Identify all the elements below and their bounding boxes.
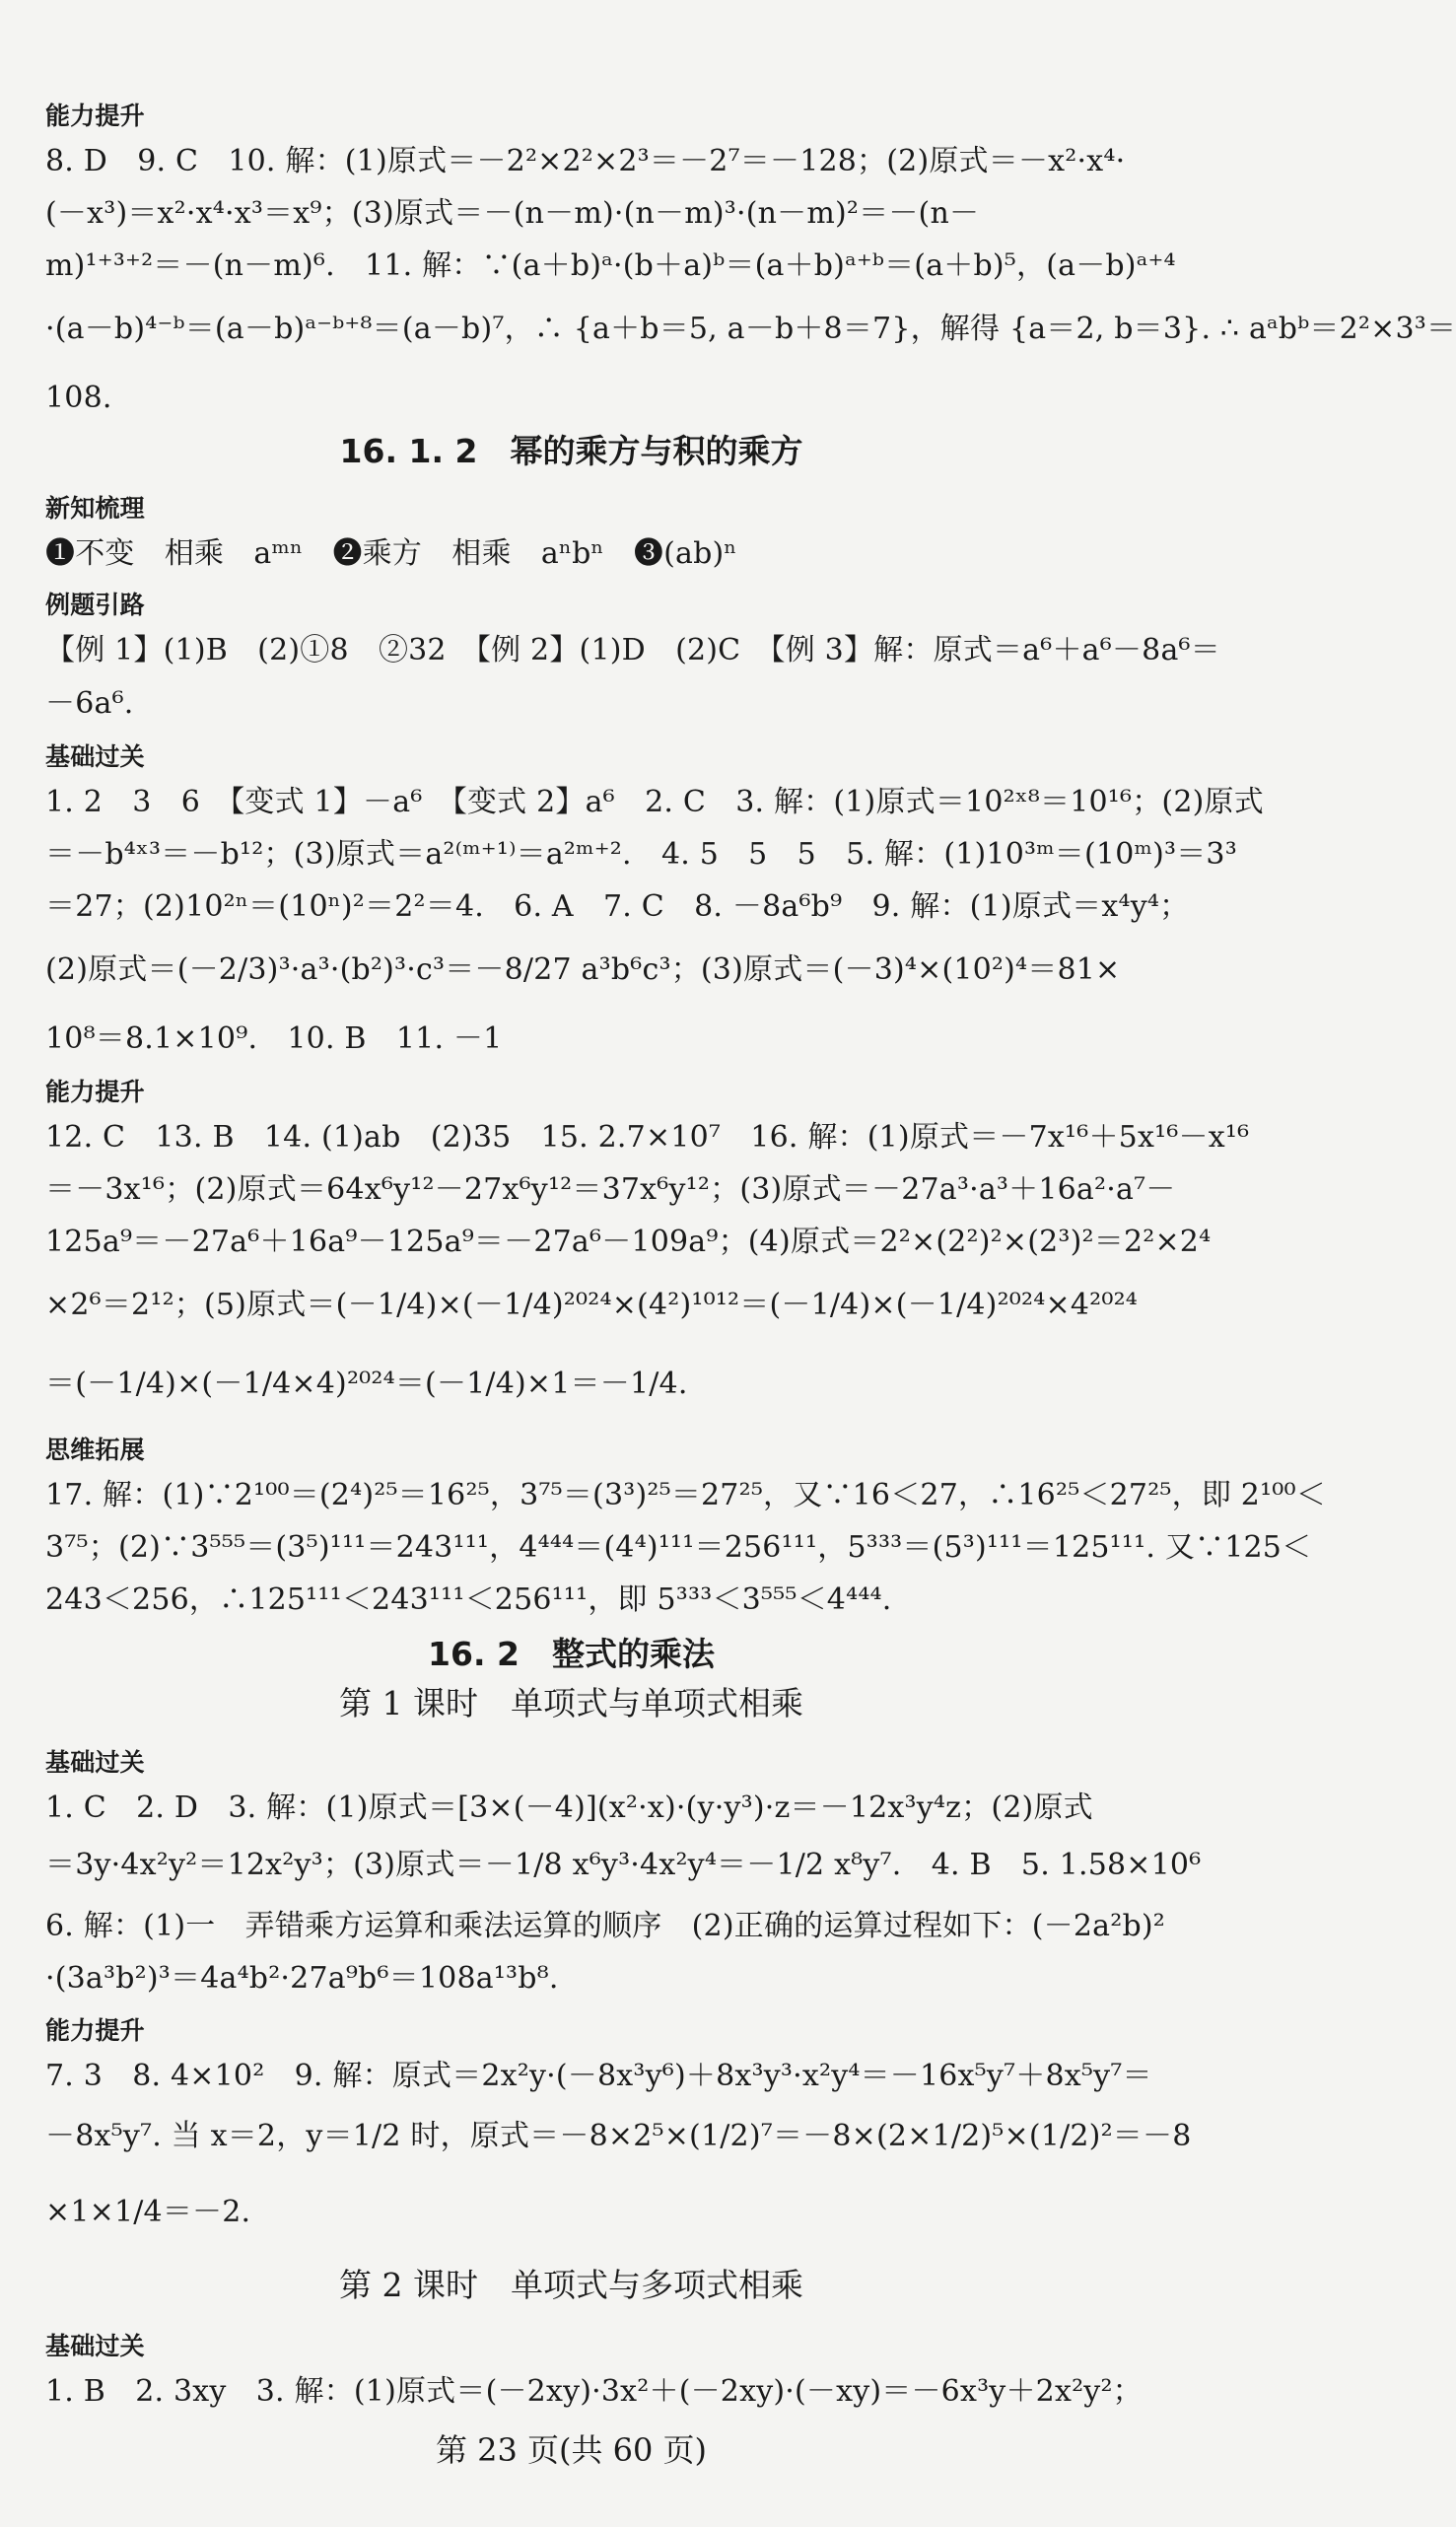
subsection-heading: 基础过关 <box>45 2332 145 2360</box>
answer-line: －8x⁵y⁷. 当 x＝2，y＝1/2 时，原式＝－8×2⁵×(1/2)⁷＝－8×(2×1/2)⁵×(1/2)²＝－8 <box>45 2119 1192 2153</box>
answer-line: 【例 1】(1)B (2)①8 ②32 【例 2】(1)D (2)C 【例 3】解：原式＝a⁶＋a⁶－8a⁶＝ <box>45 633 1220 667</box>
answer-line: 12. C 13. B 14. (1)ab (2)35 15. 2.7×10⁷ 16. 解：(1)原式＝－7x¹⁶＋5x¹⁶－x¹⁶ <box>45 1120 1250 1155</box>
answer-line: ＝(－1/4)×(－1/4×4)²⁰²⁴＝(－1/4)×1＝－1/4. <box>45 1367 688 1401</box>
answer-line: (2)原式＝(－2/3)³·a³·(b²)³·c³＝－8/27 a³b⁶c³；(3)原式＝(－3)⁴×(10²)⁴＝81× <box>45 952 1121 987</box>
answer-line: (－x³)＝x²·x⁴·x³＝x⁹；(3)原式＝－(n－m)·(n－m)³·(n－m)²＝－(n－ <box>45 196 980 231</box>
subsection-heading: 新知梳理 <box>45 494 145 523</box>
answer-line: 1. 2 3 6 【变式 1】－a⁶ 【变式 2】a⁶ 2. C 3. 解：(1)原式＝10²ˣ⁸＝10¹⁶；(2)原式 <box>45 785 1264 819</box>
subsection-heading: 能力提升 <box>45 2016 145 2045</box>
subsection-heading: 基础过关 <box>45 1748 145 1777</box>
subsection-heading: 能力提升 <box>45 1078 145 1106</box>
answer-line: ＝3y·4x²y²＝12x²y³；(3)原式＝－1/8 x⁶y³·4x²y⁴＝－1/2 x⁸y⁷. 4. B 5. 1.58×10⁶ <box>45 1848 1202 1882</box>
answer-line: ×1×1/4＝－2. <box>45 2195 251 2229</box>
answer-line: 6. 解：(1)一 弄错乘方运算和乘法运算的顺序 (2)正确的运算过程如下：(－2a²b)² <box>45 1909 1165 1943</box>
section-title: 16. 1. 2 幂的乘方与积的乘方 <box>339 432 803 470</box>
subsection-heading: 思维拓展 <box>45 1436 145 1464</box>
answer-line: 17. 解：(1)∵2¹⁰⁰＝(2⁴)²⁵＝16²⁵，3⁷⁵＝(3³)²⁵＝27²⁵，又∵16＜27，∴16²⁵＜27²⁵，即 2¹⁰⁰＜ <box>45 1478 1326 1512</box>
answer-line: 243＜256，∴125¹¹¹＜243¹¹¹＜256¹¹¹，即 5³³³＜3⁵⁵⁵＜4⁴⁴⁴. <box>45 1582 892 1617</box>
lesson-title: 第 2 课时 单项式与多项式相乘 <box>339 2266 803 2304</box>
answer-line: 1. B 2. 3xy 3. 解：(1)原式＝(－2xy)·3x²＋(－2xy)·(－xy)＝－6x³y＋2x²y²； <box>45 2374 1143 2409</box>
answer-line: 1. C 2. D 3. 解：(1)原式＝[3×(－4)](x²·x)·(y·y³)·z＝－12x³y⁴z；(2)原式 <box>45 1790 1093 1825</box>
subsection-heading: 例题引路 <box>45 591 145 619</box>
answer-line: 125a⁹＝－27a⁶＋16a⁹－125a⁹＝－27a⁶－109a⁹；(4)原式＝2²×(2²)²×(2³)²＝2²×2⁴ <box>45 1225 1212 1259</box>
answer-line: ＝－3x¹⁶；(2)原式＝64x⁶y¹²－27x⁶y¹²＝37x⁶y¹²；(3)原式＝－27a³·a³＋16a²·a⁷－ <box>45 1172 1176 1207</box>
answer-line: 3⁷⁵；(2)∵3⁵⁵⁵＝(3⁵)¹¹¹＝243¹¹¹，4⁴⁴⁴＝(4⁴)¹¹¹＝256¹¹¹，5³³³＝(5³)¹¹¹＝125¹¹¹. 又∵125＜ <box>45 1530 1312 1565</box>
page-number: 第 23 页(共 60 页) <box>435 2431 708 2469</box>
answer-line: 10⁸＝8.1×10⁹. 10. B 11. －1 <box>45 1021 503 1056</box>
answer-line: ·(a－b)⁴⁻ᵇ＝(a－b)ᵃ⁻ᵇ⁺⁸＝(a－b)⁷，∴ {a＋b＝5, a－b＋8＝7}，解得 {a＝2, b＝3}. ∴ aᵃbᵇ＝2²×3³＝ <box>45 312 1456 346</box>
answer-line: 108. <box>45 381 112 415</box>
answer-line: 7. 3 8. 4×10² 9. 解：原式＝2x²y·(－8x³y⁶)＋8x³y³·x²y⁴＝－16x⁵y⁷＋8x⁵y⁷＝ <box>45 2059 1152 2093</box>
answer-line: ＝27；(2)10²ⁿ＝(10ⁿ)²＝2²＝4. 6. A 7. C 8. －8a⁶b⁹ 9. 解：(1)原式＝x⁴y⁴； <box>45 889 1190 924</box>
answer-line: ·(3a³b²)³＝4a⁴b²·27a⁹b⁶＝108a¹³b⁸. <box>45 1961 559 1996</box>
lesson-title: 第 1 课时 单项式与单项式相乘 <box>339 1684 803 1722</box>
answer-line: －6a⁶. <box>45 686 134 721</box>
section-title: 16. 2 整式的乘法 <box>428 1635 715 1673</box>
answer-line: ❶不变 相乘 aᵐⁿ ❷乘方 相乘 aⁿbⁿ ❸(ab)ⁿ <box>45 536 737 571</box>
answer-line: ×2⁶＝2¹²；(5)原式＝(－1/4)×(－1/4)²⁰²⁴×(4²)¹⁰¹²＝(－1/4)×(－1/4)²⁰²⁴×4²⁰²⁴ <box>45 1288 1139 1322</box>
answer-line: ＝－b⁴ˣ³＝－b¹²；(3)原式＝a²⁽ᵐ⁺¹⁾＝a²ᵐ⁺². 4. 5 5 5 5. 解：(1)10³ᵐ＝(10ᵐ)³＝3³ <box>45 837 1237 872</box>
subsection-heading: 基础过关 <box>45 742 145 771</box>
subsection-heading: 能力提升 <box>45 102 145 130</box>
answer-line: m)¹⁺³⁺²＝－(n－m)⁶. 11. 解：∵(a＋b)ᵃ·(b＋a)ᵇ＝(a＋b)ᵃ⁺ᵇ＝(a＋b)⁵，(a－b)ᵃ⁺⁴ <box>45 248 1176 283</box>
answer-line: 8. D 9. C 10. 解：(1)原式＝－2²×2²×2³＝－2⁷＝－128；(2)原式＝－x²·x⁴· <box>45 144 1126 178</box>
